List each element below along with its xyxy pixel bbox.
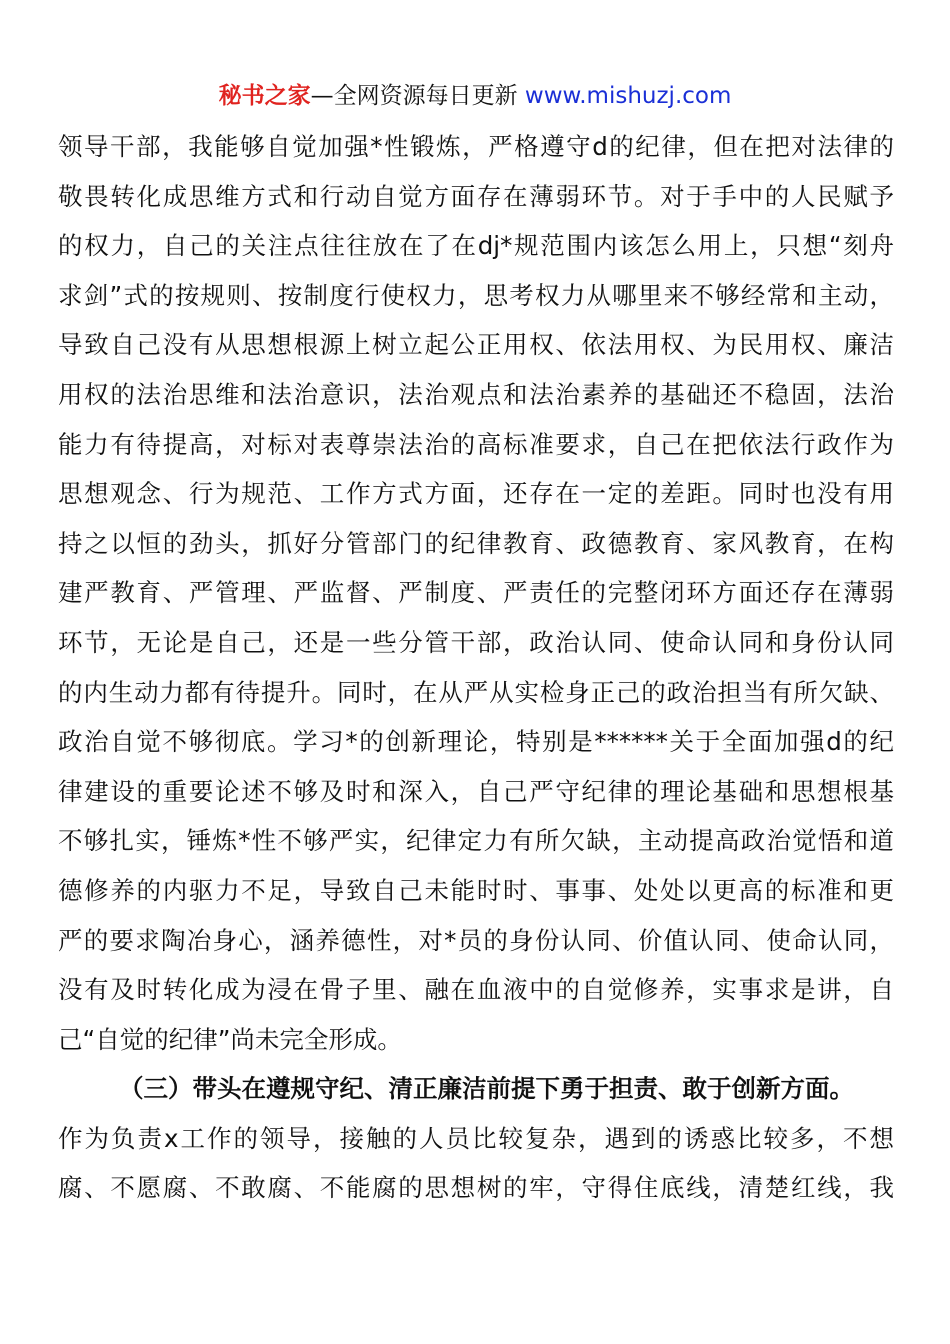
- section-heading: （三）带头在遵规守纪、清正廉洁前提下勇于担责、敢于创新方面。: [119, 1074, 854, 1104]
- text-line: 持之以恒的劲头，抓好分管部门的纪律教育、政德教育、家风教育，在构: [58, 528, 894, 558]
- page-header: [0, 80, 950, 112]
- text-line: 没有及时转化成为浸在骨子里、融在血液中的自觉修养，实事求是讲，自: [58, 975, 894, 1005]
- text-line: 严的要求陶冶身心，涵养德性，对*员的身份认同、价值认同、使命认同，: [58, 925, 894, 955]
- text-line: 腐、不愿腐、不敢腐、不能腐的思想树的牢，守得住底线，清楚红线，我: [58, 1173, 894, 1203]
- text-line: 导致自己没有从思想根源上树立起公正用权、依法用权、为民用权、廉洁: [58, 330, 894, 360]
- text-line: 的内生动力都有待提升。同时，在从严从实检身正己的政治担当有所欠缺、: [58, 677, 894, 707]
- text-line: 思想观念、行为规范、工作方式方面，还存在一定的差距。同时也没有用: [58, 479, 894, 509]
- header-url-link[interactable]: www.mishuzj.com: [524, 83, 732, 109]
- text-line: 用权的法治思维和法治意识，法治观点和法治素养的基础还不稳固，法治: [58, 379, 894, 409]
- text-line: 不够扎实，锤炼*性不够严实，纪律定力有所欠缺，主动提高政治觉悟和道: [58, 826, 894, 856]
- text-line: 求剑”式的按规则、按制度行使权力，思考权力从哪里来不够经常和主动，: [58, 280, 894, 310]
- text-line: 的权力，自己的关注点往往放在了在dj*规范围内该怎么用上，只想“刻舟: [58, 231, 894, 261]
- text-line: 己“自觉的纪律”尚未完全形成。: [58, 1024, 402, 1054]
- text-line: 环节，无论是自己，还是一些分管干部，政治认同、使命认同和身份认同: [58, 627, 894, 657]
- text-line: 能力有待提高，对标对表尊崇法治的高标准要求，自己在把依法行政作为: [58, 429, 894, 459]
- text-line: 政治自觉不够彻底。学习*的创新理论，特别是******关于全面加强d的纪: [58, 727, 894, 757]
- document-body: [58, 122, 894, 1213]
- header-tagline: —全网资源每日更新: [310, 83, 525, 109]
- text-line: 作为负责x工作的领导，接触的人员比较复杂，遇到的诱惑比较多，不想: [58, 1123, 894, 1153]
- text-line: 领导干部，我能够自觉加强*性锻炼，严格遵守d的纪律，但在把对法律的: [58, 132, 894, 161]
- text-line: 敬畏转化成思维方式和行动自觉方面存在薄弱环节。对于手中的人民赋予: [58, 181, 894, 211]
- text-line: 律建设的重要论述不够及时和深入，自己严守纪律的理论基础和思想根基: [58, 776, 894, 806]
- text-line: 建严教育、严管理、严监督、严制度、严责任的完整闭环方面还存在薄弱: [58, 578, 894, 608]
- text-line: 德修养的内驱力不足，导致自己未能时时、事事、处处以更高的标准和更: [58, 875, 894, 905]
- brand-name: 秘书之家: [218, 83, 311, 109]
